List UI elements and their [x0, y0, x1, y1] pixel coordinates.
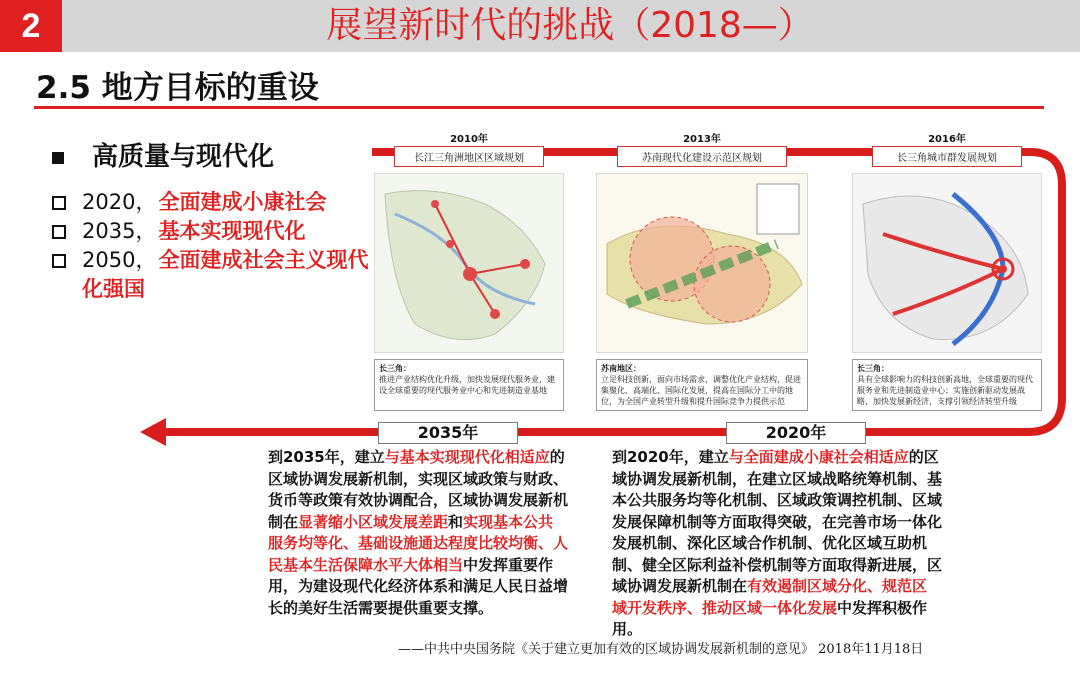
source-citation: ——中共中央国务院《关于建立更加有效的区域协调发展新机制的意见》 2018年11月18日 — [398, 642, 924, 657]
region-map-image — [852, 173, 1042, 353]
region-map-image — [374, 173, 564, 353]
plan-name: 苏南现代化建设示范区规划 — [617, 146, 787, 167]
plan-description: 长三角： 推进产业结构优化升级，加快发展现代服务业，建设全球重要的现代服务业中心和先进制造业基地 — [374, 359, 564, 411]
section-title: 2.5 地方目标的重设 — [36, 70, 319, 106]
paragraph-2035: 到2035年，建立与基本实现现代化相适应的区域协调发展新机制，实现区域政策与财政、货币等政策有效协调配合，区域协调发展新机制在显著缩小区域发展差距和实现基本公共服务均等化、基础设施通达程度比较均衡、人民基本生活保障水平大体相当中发挥重要作用，为建设现代化经济体系和满足人民日益增长的美好生活需要提供重要支撑。 — [268, 448, 569, 617]
plan-card-2013 — [596, 130, 808, 411]
plan-description: 长三角： 具有全球影响力的科技创新高地，全球重要的现代服务业和先进制造业中心；实施创新驱动发展战略，加快发展新经济，支撑引领经济转型升级 — [852, 359, 1042, 411]
plan-year: 2013年 — [683, 134, 721, 145]
plan-description: 苏南地区： 立足科技创新，面向市场需求，调整优化产业结构，促进集聚化、高端化、国际化发展，提高在国际分工中的地位，为全国产业转型升级和提升国际竞争力提供示范 — [596, 359, 808, 411]
page-title: 展望新时代的挑战（2018—） — [326, 5, 814, 46]
checkbox-icon — [52, 254, 66, 268]
plan-name: 长三角城市群发展规划 — [872, 146, 1022, 167]
plan-card-2016 — [852, 130, 1042, 411]
bullet-square-icon — [52, 152, 64, 164]
goal-item: 2035，基本实现现代化 — [52, 217, 392, 246]
plan-card-2010 — [374, 130, 564, 411]
plan-year: 2010年 — [450, 134, 488, 145]
year-tag-2020: 2020年 — [726, 422, 866, 444]
paragraph-2020: 到2020年，建立与全面建成小康社会相适应的区域协调发展新机制，在建立区域战略统筹机制、基本公共服务均等化机制、区域政策调控机制、区域发展保障机制等方面取得突破，在完善市场一体化发展机制、深化区域合作机制、优化区域互助机制、健全区际利益补偿机制等方面取得新进展，区域协调发展新机制在有效遏制区域分化、规范区域开发秩序、推动区域一体化发展中发挥积极作用。 — [612, 448, 943, 638]
plan-name: 长江三角洲地区区域规划 — [394, 146, 544, 167]
year-tag-2035: 2035年 — [378, 422, 518, 444]
goal-item: 2050，全面建成社会主义现代化强国 — [52, 246, 392, 304]
checkbox-icon — [52, 225, 66, 239]
main-bullet: 高质量与现代化 — [52, 136, 274, 173]
region-map-image — [596, 173, 808, 353]
checkbox-icon — [52, 196, 66, 210]
goal-item: 2020，全面建成小康社会 — [52, 188, 392, 217]
section-number: 2 — [0, 0, 62, 52]
plan-year: 2016年 — [928, 134, 966, 145]
goals-list — [52, 188, 392, 304]
